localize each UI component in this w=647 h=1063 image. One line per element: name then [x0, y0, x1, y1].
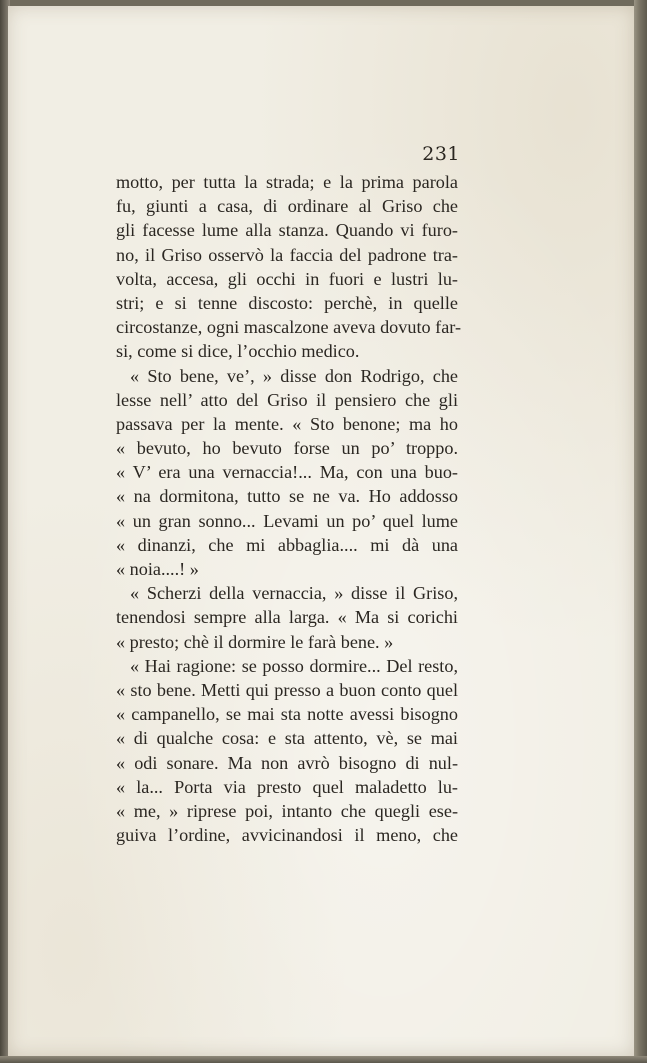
- text-line: motto, per tutta la strada; e la prima parola: [116, 172, 458, 192]
- text-line: « Sto bene, ve’, » disse don Rodrigo, che: [130, 365, 458, 386]
- text-line: « di qualche cosa: e sta attento, vè, se mai: [116, 728, 458, 749]
- text-line: fu, giunti a casa, di ordinare al Griso che: [116, 196, 458, 217]
- text-line: « bevuto, ho bevuto forse un po’ troppo.: [116, 438, 458, 459]
- text-line: « V’ era una vernaccia!... Ma, con una buo-: [116, 462, 458, 483]
- text-line: stri; e si tenne discosto: perchè, in quelle: [116, 292, 458, 313]
- text-line: « Hai ragione: se posso dormire... Del resto,: [130, 655, 458, 676]
- text-line: « me, » riprese poi, intanto che quegli ese-: [116, 800, 458, 821]
- page-bottom-edge: [0, 1056, 647, 1063]
- body-text: [116, 170, 462, 847]
- text-line: passava per la mente. « Sto benone; ma ho: [116, 413, 458, 434]
- text-line: « un gran sonno... Levami un po’ quel lume: [116, 510, 458, 531]
- text-line: « na dormitona, tutto se ne va. Ho addosso: [116, 486, 458, 507]
- text-line: « la... Porta via presto quel maladetto lu-: [116, 776, 458, 797]
- text-line: no, il Griso osservò la faccia del padrone tra-: [116, 244, 458, 265]
- text-line: « campanello, se mai sta notte avessi bisogno: [116, 704, 458, 725]
- text-line: « noia....! »: [116, 559, 199, 579]
- text-line: gli facesse lume alla stanza. Quando vi furo-: [116, 220, 458, 241]
- text-line: lesse nell’ atto del Griso il pensiero che gli: [116, 389, 458, 410]
- text-line: si, come si dice, l’occhio medico.: [116, 341, 360, 362]
- text-line: « dinanzi, che mi abbaglia.... mi dà una: [116, 534, 458, 555]
- text-line: « odi sonare. Ma non avrò bisogno di nul-: [116, 752, 458, 773]
- text-line: « presto; chè il dormire le farà bene. »: [116, 631, 394, 652]
- text-line: circostanze, ogni mascalzone aveva dovuto far-: [116, 317, 462, 338]
- page-number: 231: [422, 143, 460, 165]
- text-line: volta, accesa, gli occhi in fuori e lustri lu-: [116, 268, 458, 289]
- page-edge: [634, 0, 647, 1063]
- text-line: tenendosi sempre alla larga. « Ma si corichi: [116, 607, 458, 628]
- text-line: guiva l’ordine, avvicinandosi il meno, che: [116, 825, 458, 846]
- text-line: « sto bene. Metti qui presso a buon conto quel: [116, 679, 458, 700]
- text-line: « Scherzi della vernaccia, » disse il Griso,: [130, 583, 458, 604]
